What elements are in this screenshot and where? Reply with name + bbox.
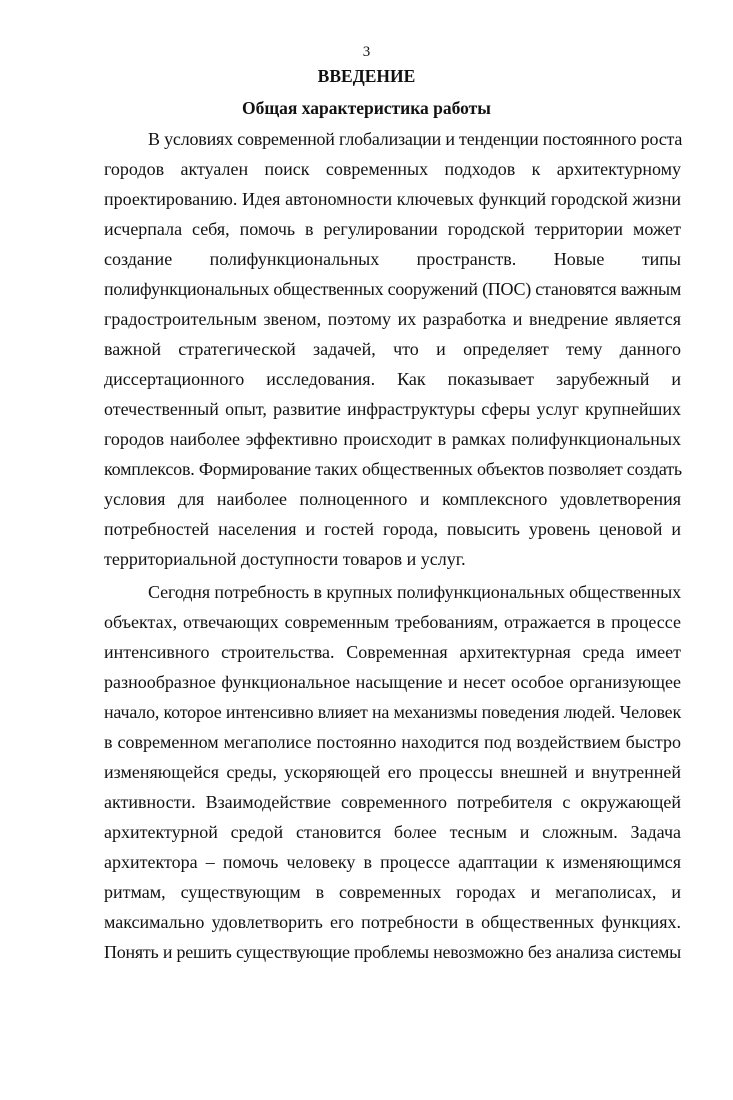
text-line: проектированию. Идея автономности ключевых функций городской жизни xyxy=(104,189,681,209)
text-line: территориальной доступности товаров и услуг. xyxy=(104,549,466,569)
text-line: условия для наиболее полноценного и комплексного удовлетворения xyxy=(104,489,681,509)
text-line: отечественный опыт, развитие инфраструктуры сферы услуг крупнейших xyxy=(104,399,681,419)
text-line: разнообразное функциональное насыщение и несет особое организующее xyxy=(104,672,681,692)
text-line: ритмам, существующим в современных городах и мегаполисах, и xyxy=(104,882,681,902)
text-line: максимально удовлетворить его потребности в общественных функциях. xyxy=(104,912,681,932)
page-title: ВВЕДЕНИЕ xyxy=(317,66,416,86)
text-line: архитектора – помочь человеку в процессе адаптации к изменяющимся xyxy=(104,852,681,872)
text-line: потребностей населения и гостей города, повысить уровень ценовой и xyxy=(104,519,681,539)
text-line: интенсивного строительства. Современная архитектурная среда имеет xyxy=(104,642,681,662)
text-line: исчерпала себя, помочь в регулировании городской территории может xyxy=(104,219,681,239)
text-line: комплексов. Формирование таких общественных объектов позволяет создать xyxy=(104,459,682,479)
paragraph-1 xyxy=(104,124,681,574)
text-line: важной стратегической задачей, что и определяет тему данного xyxy=(104,339,681,359)
text-line: активности. Взаимодействие современного потребителя с окружающей xyxy=(104,792,681,812)
page-number: 3 xyxy=(362,44,371,60)
text-line: начало, которое интенсивно влияет на механизмы поведения людей. Человек xyxy=(104,702,681,722)
text-line: изменяющейся среды, ускоряющей его процессы внешней и внутренней xyxy=(104,762,681,782)
text-line: градостроительным звеном, поэтому их разработка и внедрение является xyxy=(104,309,681,329)
paragraph-2 xyxy=(104,577,681,967)
text-line: полифункциональных общественных сооружений (ПОС) становятся важным xyxy=(104,279,681,299)
text-line: городов актуален поиск современных подходов к архитектурному xyxy=(104,159,681,179)
text-line: архитектурной средой становится более тесным и сложным. Задача xyxy=(104,822,681,842)
text-line: в современном мегаполисе постоянно находится под воздействием быстро xyxy=(104,732,681,752)
body-text xyxy=(104,124,681,967)
text-line: диссертационного исследования. Как показывает зарубежный и xyxy=(104,369,681,389)
text-line: городов наиболее эффективно происходит в рамках полифункциональных xyxy=(104,429,681,449)
text-line: Сегодня потребность в крупных полифункциональных общественных xyxy=(148,582,681,602)
section-subtitle: Общая характеристика работы xyxy=(242,98,491,118)
text-line: создание полифункциональных пространств. Новые типы xyxy=(104,249,681,269)
text-line: объектах, отвечающих современным требованиям, отражается в процессе xyxy=(104,612,681,632)
text-line: Понять и решить существующие проблемы невозможно без анализа системы xyxy=(104,942,681,962)
text-line: В условиях современной глобализации и тенденции постоянного роста xyxy=(148,129,683,149)
